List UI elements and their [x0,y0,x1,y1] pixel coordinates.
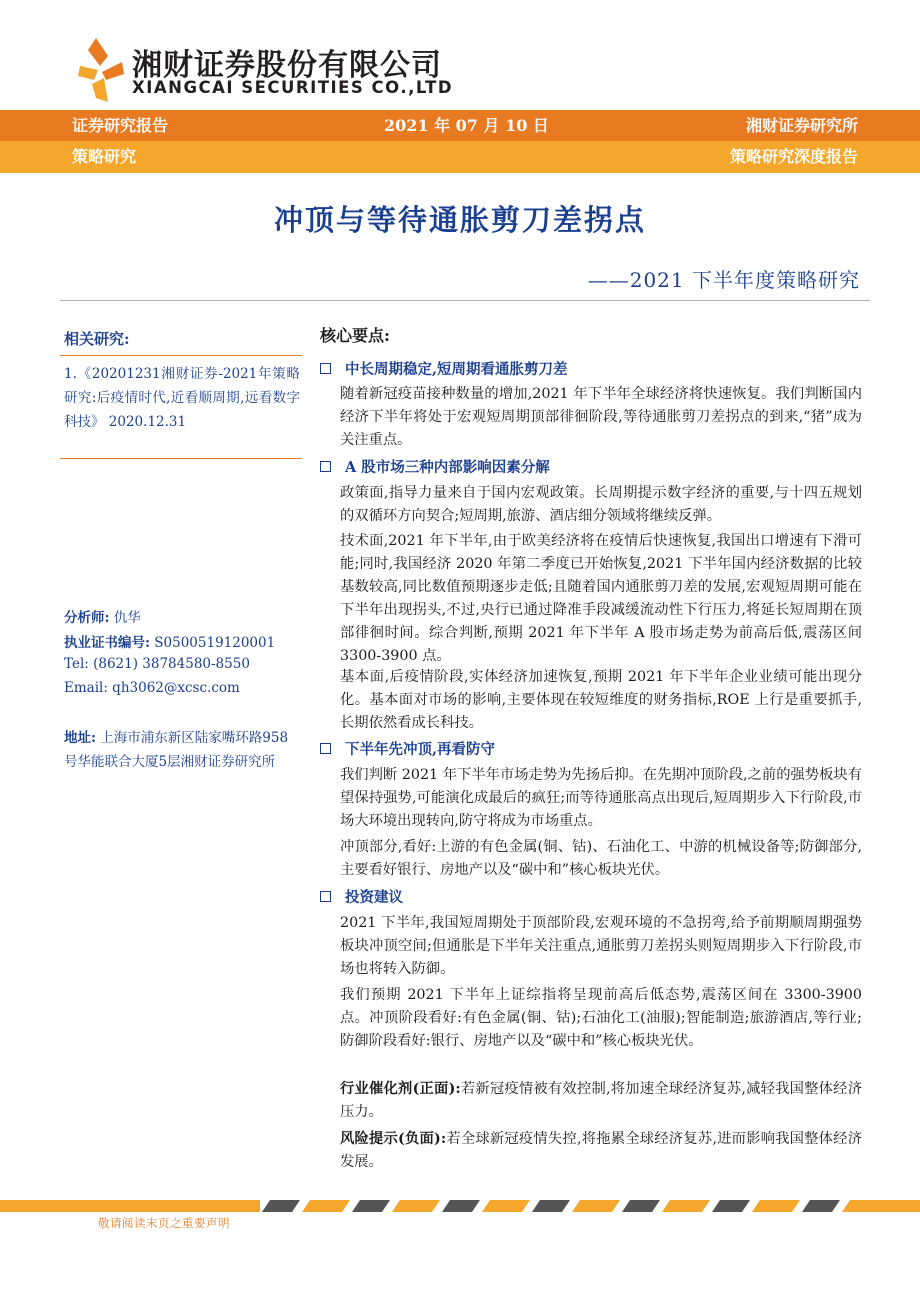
paragraph: 2021 下半年,我国短周期处于顶部阶段,宏观环境的不急拐弯,给予前期顺周期强势板块冲顶空间;但通胀是下半年关注重点,通胀剪刀差拐头则短周期步入下行阶段,市场也将转入防御。 [340,915,862,977]
address-text: 上海市浦东新区陆家嘴环路958号华能联合大厦5层湘财证券研究所 [64,730,289,770]
report-date: 2021 年 07 月 10 日 [384,116,549,135]
address-block [64,726,300,774]
report-title: 冲顶与等待通胀剪刀差拐点 [273,203,646,237]
checkbox-bullet-icon [320,461,331,472]
related-research-title: 相关研究: [64,330,130,348]
paragraph: 基本面,后疫情阶段,实体经济加速恢复,预期 2021 年下半年企业业绩可能出现分化。基本面对市场的影响,主要体现在较短维度的财务指标,ROE 上行是重要抓手,长期依然看成长科技。 [340,669,862,731]
checkbox-bullet-icon [320,363,331,374]
company-name-cn: 湘财证券股份有限公司 [132,48,442,83]
cert-line [64,631,275,651]
address-label: 地址: [64,730,96,746]
header-bar-top [0,110,920,141]
section-heading: 中长周期稳定,短周期看通胀剪刀差 [320,358,568,379]
risk-paragraph [340,1128,862,1174]
catalyst-text: 若新冠疫情被有效控制,将加速全球经济复苏,减轻我国整体经济压力。 [340,1081,862,1120]
report-category: 策略研究 [72,147,137,166]
header-bar-bottom [0,141,920,173]
paragraph: 我们预期 2021 下半年上证综指将呈现前高后低态势,震荡区间在 3300-3900 点。冲顶阶段看好:有色金属(铜、钴);石油化工(油服);智能制造;旅游酒店,等行业;防御阶段看好:银行、房地产以及“碳中和”核心板块光伏。 [340,987,862,1049]
institute-name: 湘财证券研究所 [745,116,858,135]
checkbox-bullet-icon [320,743,331,754]
tel-line: Tel: (8621) 38784580-8550 [64,656,250,672]
analyst-line [64,606,141,626]
footer-stripe [0,1200,920,1212]
checkbox-bullet-icon [320,891,331,902]
catalyst-paragraph [340,1078,862,1124]
cert-label: 执业证书编号: [64,635,150,651]
related-divider-top [60,355,302,356]
risk-text: 若全球新冠疫情失控,将拖累全球经济复苏,进而影响我国整体经济发展。 [340,1131,862,1170]
section-heading: 下半年先冲顶,再看防守 [320,738,495,759]
related-research-item: 1.《20201231湘财证券-2021年策略研究:后疫情时代,近看顺周期,远看数字科技》 2020.12.31 [64,366,300,430]
paragraph: 技术面,2021 年下半年,由于欧美经济将在疫情后快速恢复,我国出口增速有下滑可能;同时,我国经济 2020 年第二季度已开始恢复,2021 下半年国内经济数据的比较基数较高,同比数值预期逐步走低;且随着国内通胀剪刀差的发展,宏观短周期可能在下半年出现拐头,不过,央行已通过降准手段减缓流动性下行压力,将延长短周期在顶部徘徊时间。综合判断,预期 2021 年下半年 A 股市场走势为前高后低,震荡区间 3300-3900 点。 [340,533,862,664]
footer-notice: 敬请阅读末页之重要声明 [98,1216,230,1230]
paragraph: 政策面,指导力量来自于国内宏观政策。长周期提示数字经济的重要,与十四五规划的双循环方向契合;短周期,旅游、酒店细分领域将继续反弹。 [340,485,862,524]
paragraph: 冲顶部分,看好:上游的有色金属(铜、钴)、石油化工、中游的机械设备等;防御部分,主要看好银行、房地产以及“碳中和”核心板块光伏。 [340,839,862,878]
core-points-title: 核心要点: [320,326,390,345]
paragraph: 我们判断 2021 年下半年市场走势为先扬后抑。在先期冲顶阶段,之前的强势板块有望保持强势,可能演化成最后的疯狂;而等待通胀高点出现后,短周期步入下行阶段,市场大环境出现转向,防守将成为市场重点。 [340,767,862,829]
report-subtitle: ——2021 下半年度策略研究 [587,268,860,292]
risk-label: 风险提示(负面): [340,1131,447,1147]
paragraph: 随着新冠疫苗接种数量的增加,2021 年下半年全球经济将快速恢复。我们判断国内经济下半年将处于宏观短周期顶部徘徊阶段,等待通胀剪刀差拐点的到来,“猪”成为关注重点。 [340,386,862,448]
analyst-name: 仇华 [113,610,141,626]
report-kind: 策略研究深度报告 [729,147,858,166]
report-type: 证券研究报告 [72,116,169,135]
analyst-label: 分析师: [64,610,110,626]
company-logo-icon [78,36,124,104]
section-heading: A 股市场三种内部影响因素分解 [320,456,550,477]
cert-number: S0500519120001 [154,635,276,651]
section-heading: 投资建议 [320,886,403,907]
related-divider-bottom [60,458,302,459]
title-divider [60,300,870,301]
company-name-en: XIANGCAI SECURITIES CO.,LTD [132,78,454,97]
catalyst-label: 行业催化剂(正面): [340,1081,461,1097]
email-line: Email: qh3062@xcsc.com [64,680,240,696]
